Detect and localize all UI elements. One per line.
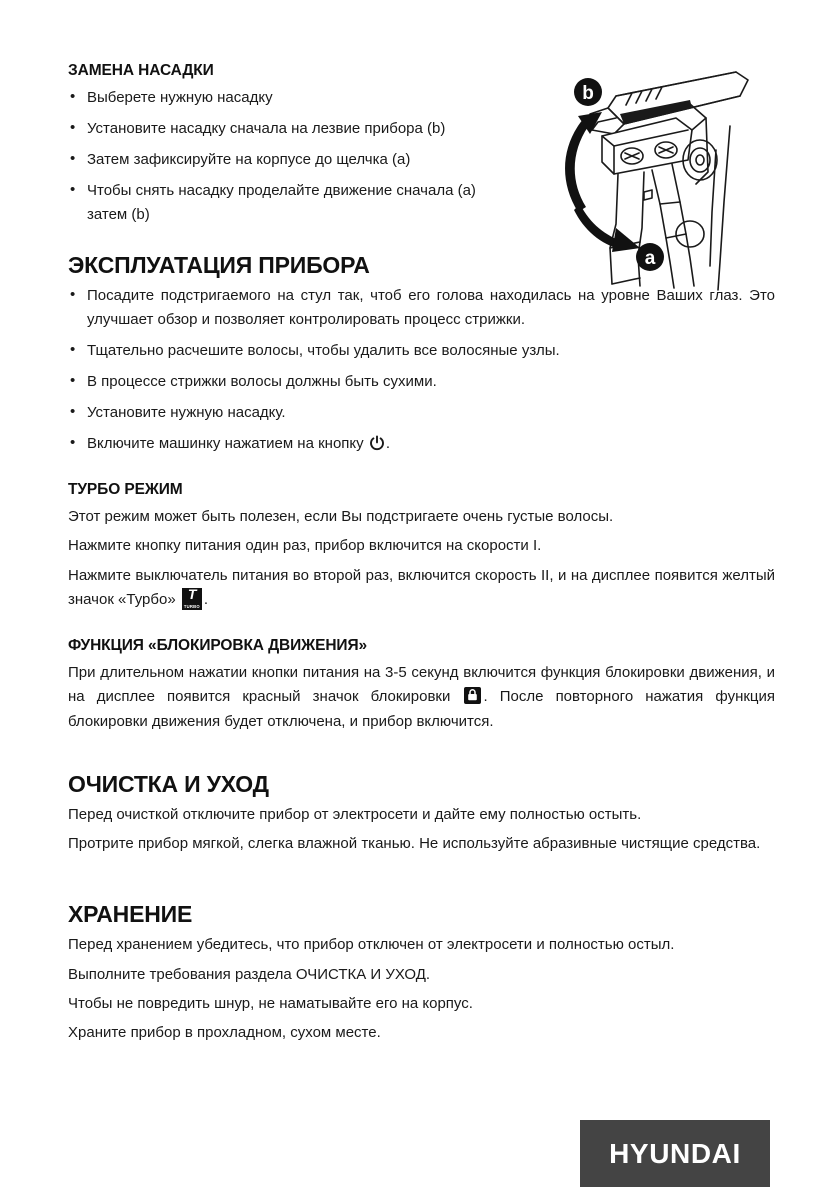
operation-power-suffix: .: [385, 434, 390, 452]
svg-text:b: b: [582, 83, 594, 104]
cleaning-paragraph: Перед очисткой отключите прибор от электросети и дайте ему полностью остыть.: [68, 805, 642, 823]
section-heading-storage: ХРАНЕНИЕ: [68, 901, 193, 928]
section-heading-attachment-change: ЗАМЕНА НАСАДКИ: [68, 62, 214, 79]
cleaning-paragraph: Протрите прибор мягкой, слегка влажной тканью. Не используйте абразивные чистящие средства.: [68, 835, 761, 853]
turbo-text-after-badge: .: [203, 590, 209, 608]
attachment-change-list: [68, 86, 508, 227]
list-item: • Установите нужную насадку.: [68, 401, 775, 425]
section-turbo-mode: [68, 481, 775, 612]
list-item-power: [68, 432, 775, 456]
turbo-paragraph: Этот режим может быть полезен, если Вы подстригаете очень густые волосы.: [68, 507, 614, 525]
section-heading-motion-lock: ФУНКЦИЯ «БЛОКИРОВКА ДВИЖЕНИЯ»: [68, 637, 368, 655]
svg-text:a: a: [644, 248, 656, 269]
list-item: • Тщательно расчешите волосы, чтобы удалить все волосяные узлы.: [68, 339, 775, 363]
list-item: • Установите насадку сначала на лезвие прибора (b): [68, 117, 508, 141]
turbo-badge-letter: T: [187, 587, 196, 602]
hyundai-logo-text: HYUNDAI: [609, 1137, 741, 1169]
storage-paragraph: Выполните требования раздела ОЧИСТКА И УХОД.: [68, 965, 431, 983]
turbo-text-before-badge: Нажмите выключатель питания во второй раз, включится скорость II, и на дисплее появится желтый значок «Турбо»: [68, 566, 775, 608]
turbo-paragraph: Нажмите кнопку питания один раз, прибор включится на скорости I.: [68, 537, 542, 555]
hyundai-logo: [580, 1120, 770, 1187]
section-motion-lock: [68, 637, 775, 734]
turbo-badge-word: TURBO: [183, 603, 200, 609]
power-icon: [369, 435, 385, 451]
storage-paragraph: Храните прибор в прохладном, сухом месте.: [68, 1024, 381, 1042]
document-content: [68, 62, 775, 1045]
list-item: • Чтобы снять насадку проделайте движение сначала (a) затем (b): [68, 179, 508, 227]
operation-list: [68, 284, 775, 456]
turbo-badge-icon: [182, 588, 202, 610]
section-heading-operation: ЭКСПЛУАТАЦИЯ ПРИБОРА: [68, 252, 370, 279]
turbo-paragraph-with-badge: [68, 564, 775, 613]
section-attachment-change: [68, 62, 508, 227]
list-item: • Посадите подстригаемого на стул так, чтоб его голова находилась на уровне Ваших глаз. Это улучшает обзор и позволяет контролировать процесс стрижки.: [68, 284, 775, 332]
lock-icon: [464, 687, 481, 704]
storage-paragraph: Перед хранением убедитесь, что прибор отключен от электросети и полностью остыл.: [68, 936, 675, 954]
section-cleaning-care: [68, 772, 775, 856]
section-heading-turbo-mode: ТУРБО РЕЖИМ: [68, 480, 183, 498]
motion-lock-paragraph: [68, 661, 775, 734]
list-item: • Затем зафиксируйте на корпусе до щелчка (a): [68, 148, 508, 172]
operation-power-text: Включите машинку нажатием на кнопку: [87, 434, 364, 452]
list-item: • В процессе стрижки волосы должны быть сухими.: [68, 370, 775, 394]
section-heading-cleaning-care: ОЧИСТКА И УХОД: [68, 771, 269, 798]
lock-text-before-icon: При длительном нажатии кнопки питания на 3-5 секунд включится функция блокировки движения, и на дисплее появится красный значок блокировки: [68, 664, 775, 706]
lock-text-after-icon: . После повторного нажатия функция блокировки движения будет отключена, и прибор включится.: [68, 688, 776, 730]
list-item: • Выберете нужную насадку: [68, 86, 508, 110]
section-operation: [68, 253, 775, 456]
section-storage: [68, 902, 775, 1045]
storage-paragraph: Чтобы не повредить шнур, не наматывайте его на корпус.: [68, 994, 473, 1012]
